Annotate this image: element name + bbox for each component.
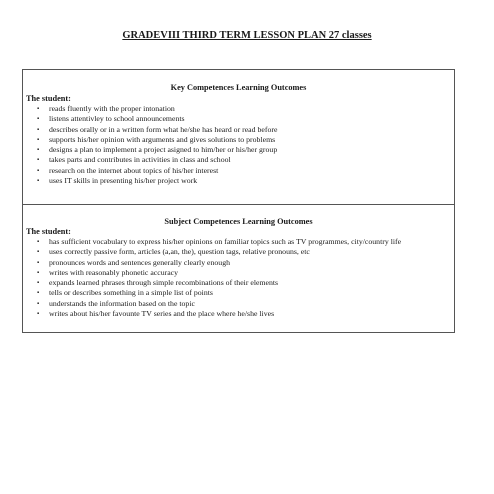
square-bullet-icon: ▪ <box>37 290 40 297</box>
square-bullet-icon: ▪ <box>37 269 40 276</box>
list-item <box>23 288 401 298</box>
square-bullet-icon: ▪ <box>37 126 40 133</box>
square-bullet-icon: ▪ <box>37 116 40 123</box>
list-item-text: supports his/her opinion with arguments and gives solutions to problems <box>49 134 276 144</box>
square-bullet-icon: ▪ <box>37 178 40 185</box>
list-item <box>23 278 401 288</box>
list-item <box>23 309 401 319</box>
list-item <box>23 258 401 268</box>
square-bullet-icon: ▪ <box>37 147 40 154</box>
list-item <box>23 145 277 155</box>
square-bullet-icon: ▪ <box>37 106 40 112</box>
square-bullet-icon: ▪ <box>37 249 40 256</box>
list-item-text: listens attentivley to school announcements <box>49 114 185 124</box>
square-bullet-icon: ▪ <box>37 300 40 307</box>
subject-competences-section <box>23 205 454 333</box>
square-bullet-icon: ▪ <box>37 239 40 245</box>
key-competences-section <box>23 70 454 205</box>
square-bullet-icon: ▪ <box>37 157 40 164</box>
list-item-text: takes parts and contributes in activities in class and school <box>49 155 231 165</box>
list-item-text: has sufficient vocabulary to express his/her opinions on familiar topics such as TV programmes, city/country life <box>49 237 402 246</box>
subject-competences-student-label: The student: <box>26 227 71 236</box>
subject-competences-heading: Subject Competences Learning Outcomes <box>164 217 313 226</box>
list-item <box>23 135 277 145</box>
list-item <box>23 114 277 124</box>
list-item <box>23 176 277 186</box>
key-competences-heading: Key Competences Learning Outcomes <box>170 83 307 92</box>
list-item-text: describes orally or in a written form what he/she has heard or read before <box>49 124 278 134</box>
list-item-text: understands the information based on the topic <box>49 298 195 308</box>
list-item <box>23 125 277 135</box>
list-item <box>23 104 277 114</box>
list-item-text: designs a plan to implement a project asigned to him/her or his/her group <box>49 145 278 155</box>
list-item-text: pronounces words and sentences generally clearly enough <box>49 257 230 267</box>
list-item <box>23 155 277 165</box>
list-item-text: expands learned phrases through simple recombinations of their elements <box>49 278 279 288</box>
square-bullet-icon: ▪ <box>37 136 40 143</box>
square-bullet-icon: ▪ <box>37 259 40 266</box>
list-item-text: reads fluently with the proper intonation <box>49 104 175 113</box>
square-bullet-icon: ▪ <box>37 167 40 174</box>
list-item <box>23 166 277 176</box>
key-competences-list <box>23 104 277 186</box>
list-item <box>23 237 401 247</box>
outcomes-table <box>22 69 455 333</box>
key-competences-student-label: The student: <box>26 94 71 103</box>
list-item-text: research on the internet about topics of his/her interest <box>49 165 219 175</box>
square-bullet-icon: ▪ <box>37 280 40 287</box>
list-item <box>23 247 401 257</box>
square-bullet-icon: ▪ <box>37 311 40 318</box>
list-item-text: writes with reasonably phonetic accuracy <box>49 267 179 277</box>
list-item-text: tells or describes something in a simple list of points <box>49 288 213 298</box>
subject-competences-list <box>23 237 401 319</box>
document-title: GRADEVIII THIRD TERM LESSON PLAN 27 classes <box>122 30 372 41</box>
list-item-text: uses IT skills in presenting his/her project work <box>49 176 198 186</box>
list-item <box>23 299 401 309</box>
list-item <box>23 268 401 278</box>
list-item-text: uses correctly passive form, articles (a,an, the), question tags, relative pronouns, etc <box>49 247 310 257</box>
list-item-text: writes about his/her favounte TV series and the place where he/she lives <box>49 309 275 319</box>
